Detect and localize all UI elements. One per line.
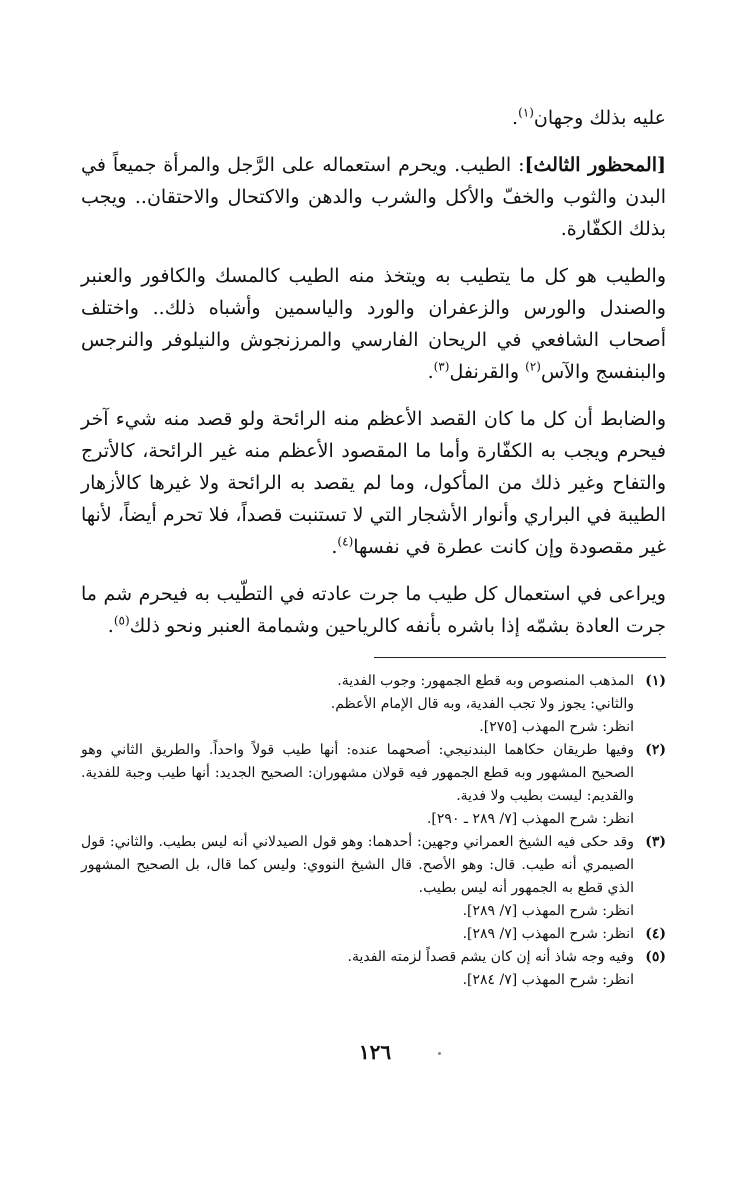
print-speck — [438, 1052, 441, 1055]
paragraph-2 — [81, 149, 666, 245]
paragraph-5 — [81, 578, 666, 642]
footnote-line: انظر: شرح المهذب [٧/ ٢٨٤]. — [462, 972, 634, 988]
page-number: ١٢٦ — [358, 1040, 392, 1064]
footnote-number: (١) — [645, 673, 666, 689]
footnote-number: (٤) — [645, 926, 666, 942]
paragraph-5-tail: . — [107, 615, 114, 637]
footnote-2 — [81, 739, 666, 831]
footnote-divider — [374, 657, 666, 658]
footnote-line: انظر: شرح المهذب [٧/ ٢٨٩]. — [462, 903, 634, 919]
footnote-line: وفيها طريقان حكاهما البندنيجي: أصحهما عنده: أنها طيب قولاً واحداً. والطريق الثاني وهو الصحيح المشهور وبه قطع الجمهور فيه قولان مشهوران: الصحيح الجديد: أنها طيب وجبة للفدية. والقديم: ليست بطيب ولا فدية. — [81, 742, 634, 804]
footnote-line: انظر: شرح المهذب [٧/ ٢٨٩ ـ ٢٩٠]. — [426, 811, 634, 827]
footnote-ref-3: (٣) — [433, 359, 450, 374]
paragraph-3-tail: . — [427, 361, 434, 383]
paragraph-4-text: والضابط أن كل ما كان القصد الأعظم منه الرائحة ولو قصد منه شيء آخر فيحرم ويجب به الكفّارة وأما ما المقصود الأعظم منه غير الرائحة، كالأترج والتفاح وغير ذلك من المأكول، وما لم يقصد به الرائحة ولا غيرها كالأزهار الطيبة في البراري وأنوار الأشجار التي لا تستنبت قصداً، فلا تحرم أيضاً، لأنها غير مقصودة وإن كانت عطرة في نفسها — [81, 408, 666, 558]
footnote-number: (٣) — [645, 834, 666, 850]
paragraph-3-text: والطيب هو كل ما يتطيب به ويتخذ منه الطيب كالمسك والكافور والعنبر والصندل والورس والزعفران والورد والياسمين وأشباه ذلك.. واختلف أصحاب الشافعي في الريحان الفارسي والمرزنجوش والنيلوفر والنرجس والبنفسج والآس — [81, 265, 666, 383]
paragraph-1-text: عليه بذلك وجهان — [533, 107, 666, 129]
paragraph-1 — [81, 102, 666, 134]
footnote-number: (٥) — [645, 949, 666, 965]
footnote-line: المذهب المنصوص وبه قطع الجمهور: وجوب الفدية. — [337, 673, 634, 689]
footnote-ref-5: (٥) — [113, 613, 130, 628]
paragraph-3 — [81, 260, 666, 388]
footnote-line: وقد حكى فيه الشيخ العمراني وجهين: أحدهما: وهو قول الصيدلاني أنه ليس بطيب. والثاني: قول الصيمري أنه طيب. قال: وهو الأصح. قال الشيخ النووي: وليس كما قال، بل الصحيح المشهور الذي قطع به الجمهور أنه ليس بطيب. — [81, 834, 634, 896]
footnote-line: وفيه وجه شاذ أنه إن كان يشم قصداً لزمته الفدية. — [347, 949, 634, 965]
footnote-ref-1: (١) — [518, 105, 534, 120]
footnote-3 — [81, 831, 666, 923]
paragraph-1-tail: . — [512, 107, 519, 129]
footnote-4 — [81, 923, 666, 946]
footnote-ref-4: (٤) — [337, 534, 354, 549]
section-heading: [المحظور الثالث] — [524, 154, 666, 176]
paragraph-3-text2: والقرنفل — [449, 361, 526, 383]
paragraph-2-text: : الطيب. ويحرم استعماله على الرَّجل والمرأة جميعاً في البدن والثوب والخفّ والأكل والشرب والدهن والاكتحال والاحتقان.. ويجب بذلك الكفّارة. — [81, 154, 666, 240]
footnotes — [81, 670, 666, 992]
paragraph-4-tail: . — [331, 536, 338, 558]
footnote-line: انظر: شرح المهذب [٧/ ٢٨٩]. — [462, 926, 634, 942]
footnote-5 — [81, 946, 666, 992]
footnote-ref-2: (٢) — [525, 359, 541, 374]
footnote-1 — [81, 670, 666, 739]
footnote-line: والثاني: يجوز ولا تجب الفدية، وبه قال الإمام الأعظم. — [330, 696, 634, 712]
page-body — [81, 102, 666, 992]
paragraph-4 — [81, 403, 666, 563]
footnote-line: انظر: شرح المهذب [٢٧٥]. — [479, 719, 634, 735]
paragraph-5-text: ويراعى في استعمال كل طيب ما جرت عادته في التطّيب به فيحرم شم ما جرت العادة بشمّه إذا باشره بأنفه كالرياحين وشمامة العنبر ونحو ذلك — [81, 583, 666, 637]
footnote-number: (٢) — [645, 742, 666, 758]
